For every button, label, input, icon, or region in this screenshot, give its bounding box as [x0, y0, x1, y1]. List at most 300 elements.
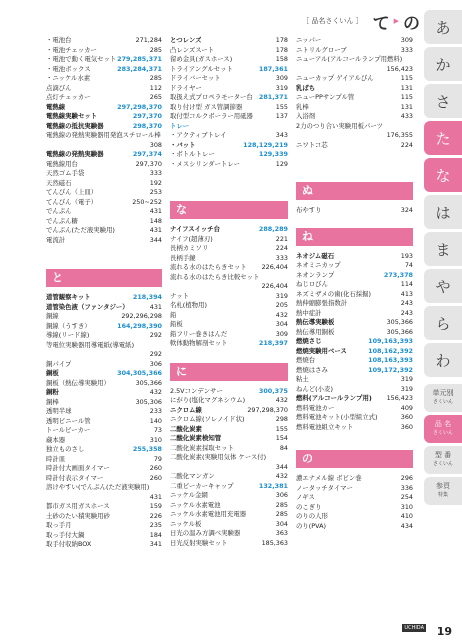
- item-name: 電熱線: [46, 102, 66, 111]
- item-name: ニッパー: [296, 36, 322, 44]
- page-refs: 221: [275, 234, 288, 243]
- index-row: [46, 150, 162, 160]
- page-refs: 205: [275, 301, 288, 309]
- item-name: 濃エナメル線 ボビン巻: [296, 474, 362, 482]
- item-name: 日光の温み方調べ実験器: [170, 529, 241, 537]
- index-row: [296, 413, 413, 423]
- page-refs: 84: [279, 443, 288, 452]
- index-row: [170, 150, 288, 160]
- index-row: [296, 103, 413, 113]
- section-tab-1[interactable]: [424, 415, 462, 443]
- item-name: のり(PVA): [296, 521, 326, 530]
- kana-section-heading: の: [296, 450, 413, 468]
- item-name: 軟体動物解剖セット: [170, 339, 228, 347]
- kana-tab-1[interactable]: か: [424, 47, 462, 81]
- page-refs: 298,370: [132, 121, 162, 130]
- index-row: [170, 131, 288, 141]
- page-refs: 155: [275, 424, 288, 433]
- page-refs: 306: [149, 359, 162, 368]
- page-refs: 154: [275, 434, 288, 442]
- item-name: 点灯チェッカー: [46, 93, 91, 101]
- index-row: [46, 379, 162, 389]
- index-row: [46, 160, 162, 170]
- page-refs: 333: [275, 253, 288, 262]
- index-row: [46, 493, 162, 503]
- item-name: 燃焼さじ: [296, 337, 322, 345]
- item-name: 留め金具(ガスホース): [170, 55, 233, 63]
- index-row: [46, 445, 162, 455]
- index-row: [296, 299, 413, 309]
- index-row: [46, 293, 162, 303]
- page-refs: 288,289: [258, 225, 288, 233]
- page-refs: 74: [404, 261, 413, 269]
- index-row: [46, 236, 162, 246]
- index-row: [46, 436, 162, 446]
- section-tab-subtitle: さくいん: [432, 399, 453, 405]
- item-name: のこぎり: [296, 502, 322, 511]
- page-refs: 305,306: [135, 397, 162, 406]
- page-refs: 431: [149, 302, 162, 311]
- item-name: 2力のつり合い実験用板パーツ: [296, 121, 383, 130]
- item-name: ネオジム磁石: [296, 251, 335, 260]
- page-refs: 109,163,393: [368, 337, 413, 345]
- section-tab-subtitle: さくいん: [432, 461, 453, 467]
- index-row: [296, 290, 413, 300]
- index-row: [46, 226, 162, 236]
- item-name: 燃焼実験用ベース: [296, 346, 347, 355]
- index-row: [170, 93, 288, 103]
- page-refs: 131: [400, 83, 413, 92]
- page-refs: 129: [275, 159, 288, 168]
- item-name: ねんど(小麦): [296, 384, 333, 393]
- page-refs: 73: [153, 426, 162, 434]
- index-row: [46, 369, 162, 379]
- item-name: 取扱え式プロペラモーター台: [170, 93, 253, 101]
- index-row: [46, 217, 162, 227]
- index-row: [170, 520, 288, 530]
- index-row: [296, 404, 413, 414]
- page-refs: 279,285,371: [117, 55, 162, 63]
- item-name: のりの人形: [296, 512, 328, 520]
- index-row: [170, 112, 288, 122]
- item-name: ニューPPサンプル管: [296, 93, 355, 101]
- page-refs: 184: [149, 530, 162, 539]
- item-name: 都市ガス用ガスホース: [46, 502, 110, 510]
- index-row: [46, 512, 162, 522]
- index-row: [170, 301, 288, 311]
- header-kana-end: の: [403, 13, 420, 34]
- page-refs: 432: [149, 388, 162, 396]
- index-row: [46, 322, 162, 332]
- index-row: [296, 385, 413, 395]
- page-refs: 309: [400, 36, 413, 44]
- index-row: [296, 493, 413, 503]
- index-row: [296, 36, 413, 46]
- index-row: [46, 93, 162, 103]
- item-name: 独立ものさし: [46, 445, 85, 453]
- item-name: 銅線（うすき）: [46, 321, 91, 330]
- item-name: 道管観察キット: [46, 293, 91, 301]
- index-row: [296, 280, 413, 290]
- kana-tab-0[interactable]: あ: [424, 10, 462, 44]
- index-row: [296, 484, 413, 494]
- page-refs: 344: [275, 462, 288, 471]
- page-refs: 297,370: [132, 112, 162, 120]
- page-refs: 250~252: [132, 197, 162, 206]
- item-name: でんぷん: [46, 207, 72, 215]
- item-name: ネオンランプ: [296, 270, 335, 279]
- page-refs: 243: [400, 299, 413, 307]
- page-refs: 305,366: [386, 327, 413, 336]
- item-name: 銅パイプ: [46, 359, 72, 368]
- item-name: 燃焼はさみ: [296, 365, 328, 374]
- index-row: [296, 522, 413, 532]
- page-refs: 235: [149, 521, 162, 529]
- section-tab-subtitle: さくいん: [432, 430, 453, 436]
- index-row: [46, 407, 162, 417]
- index-row: [296, 337, 413, 347]
- page-refs: 432: [275, 396, 288, 404]
- item-name: ノギス: [296, 493, 315, 501]
- item-name: 電熱線実験セット: [46, 112, 98, 120]
- index-row: [170, 396, 288, 406]
- item-name: 時計付表示タイマー: [46, 473, 104, 482]
- item-name: 二酸化炭素(実験用気体 ケース付): [170, 453, 267, 461]
- page-refs: 158: [275, 55, 288, 63]
- item-name: 日光反射実験セット: [170, 538, 228, 547]
- index-row: [296, 141, 413, 151]
- page-refs: 140: [149, 416, 162, 425]
- item-name: 二酸化マンガン: [170, 472, 215, 480]
- page-refs: 283,284,371: [117, 64, 162, 73]
- index-row: [170, 425, 288, 435]
- page-refs: 300,375: [258, 386, 288, 395]
- index-row: [46, 169, 162, 179]
- item-name: 透明ビニール管: [46, 416, 91, 425]
- page-refs: 218,397: [258, 339, 288, 347]
- section-tab-2[interactable]: [424, 446, 462, 474]
- page-refs: 129,339: [258, 150, 288, 158]
- item-name: 鉛フリー巻きはんだ: [170, 329, 228, 338]
- item-name: 凸レンズスート: [170, 45, 215, 54]
- page-refs: 319: [400, 375, 413, 383]
- section-tab-3[interactable]: [424, 477, 462, 505]
- index-row: [170, 434, 288, 444]
- index-row: [170, 482, 288, 492]
- item-name: 燃料(アルコールランプ用): [296, 394, 372, 402]
- index-row: [46, 341, 162, 351]
- item-name: 取手付収納BOX: [46, 540, 92, 548]
- index-row: [46, 103, 162, 113]
- page-refs: 333: [400, 45, 413, 54]
- page-refs: 114: [400, 280, 413, 288]
- section-tab-0[interactable]: [424, 384, 462, 412]
- kana-tab-2[interactable]: さ: [424, 84, 462, 118]
- item-name: 蔵本器: [46, 435, 66, 444]
- item-name: 熱中症計: [296, 308, 322, 317]
- index-row: [46, 464, 162, 474]
- item-name: 取っ手付大鍋: [46, 530, 85, 539]
- item-name: ニワトコ芯: [296, 140, 328, 149]
- page-refs: 432: [275, 472, 288, 480]
- page-refs: 271,284: [135, 36, 162, 44]
- index-row: [296, 252, 413, 262]
- page-refs: 112: [149, 83, 162, 92]
- index-row: [296, 55, 413, 65]
- index-row: [296, 74, 413, 84]
- page-refs: 308: [149, 140, 162, 149]
- index-row: [296, 122, 413, 132]
- index-row: [170, 330, 288, 340]
- kana-tab-7[interactable]: や: [424, 269, 462, 303]
- kana-tab-3[interactable]: た: [424, 121, 462, 155]
- index-row: [170, 282, 288, 292]
- kana-section-heading: な: [170, 201, 288, 219]
- item-name: ・アクティブトレイ: [170, 131, 227, 139]
- index-row: [170, 472, 288, 482]
- kana-tab-4[interactable]: な: [424, 158, 462, 192]
- index-row: [170, 46, 288, 56]
- index-row: [296, 46, 413, 56]
- page-refs: 137: [275, 112, 288, 120]
- index-row: [170, 320, 288, 330]
- index-row: [170, 225, 288, 235]
- item-name: 鉛板: [170, 320, 183, 328]
- index-column-1: [46, 36, 162, 550]
- index-row: [296, 112, 413, 122]
- index-row: [296, 503, 413, 513]
- page-refs: 341: [149, 540, 162, 548]
- page-refs: 292,296,298: [121, 312, 162, 320]
- item-name: ニューカップ ゲイアルびん: [296, 74, 374, 82]
- index-row: [46, 426, 162, 436]
- index-row: [170, 235, 288, 245]
- page-refs: 336: [400, 483, 413, 492]
- page-refs: 273,378: [383, 270, 413, 279]
- index-row: [296, 394, 413, 404]
- item-name: にがり(塩化マグネシウム): [170, 396, 246, 404]
- item-name: 流れる水のはたらきセット: [170, 263, 247, 271]
- item-name: 取り付け型 ガス管調節器: [170, 102, 243, 111]
- index-row: [170, 141, 288, 151]
- page-refs: 333: [149, 169, 162, 177]
- page-refs: 255,358: [132, 445, 162, 453]
- item-name: 銅線: [46, 312, 59, 320]
- index-row: [170, 160, 288, 170]
- item-name: トライアングルセット: [170, 64, 233, 73]
- page-refs: 297,298,370: [117, 102, 162, 111]
- index-row: [170, 406, 288, 416]
- page-refs: 281,371: [258, 93, 288, 101]
- page-refs: 285: [275, 500, 288, 509]
- index-row: [170, 273, 288, 283]
- item-name: 燃料電池キット(小型組立式): [296, 413, 378, 421]
- page-refs: 324: [400, 206, 413, 214]
- page-refs: 292: [149, 331, 162, 339]
- index-row: [296, 328, 413, 338]
- page-refs: 148: [149, 216, 162, 225]
- index-row: [170, 463, 288, 473]
- item-name: 乳棒: [296, 102, 309, 111]
- index-row: [296, 318, 413, 328]
- index-row: [170, 444, 288, 454]
- index-row: [46, 36, 162, 46]
- index-row: [46, 455, 162, 465]
- section-tab-title: 単元別: [432, 389, 454, 397]
- kana-tab-6[interactable]: ま: [424, 232, 462, 266]
- item-name: ・電池台: [46, 36, 72, 44]
- index-row: [296, 93, 413, 103]
- item-name: ニクロム線(ソレノイド状): [170, 415, 245, 423]
- item-name: 熱伝導実験板: [296, 318, 335, 326]
- page-refs: 224: [275, 244, 288, 252]
- index-row: [170, 501, 288, 511]
- item-name: 熱伝導用銅板: [296, 327, 335, 336]
- item-name: 時計付大画面タイマー: [46, 464, 110, 472]
- index-row: [46, 207, 162, 217]
- item-name: ニッケル水素電池用充電器: [170, 510, 247, 518]
- page-refs: 319: [275, 291, 288, 300]
- item-name: 銅板: [46, 369, 59, 377]
- page-refs: 304: [275, 320, 288, 328]
- item-name: 二酸化炭素検知管: [170, 434, 222, 442]
- item-name: でんぷん糖: [46, 216, 78, 225]
- page-refs: 319: [275, 83, 288, 92]
- index-row: [46, 417, 162, 427]
- index-row: [46, 141, 162, 151]
- index-row: [170, 122, 288, 132]
- page-refs: 410: [400, 512, 413, 520]
- index-row: [170, 84, 288, 94]
- page-refs: 156,423: [386, 64, 413, 73]
- index-row: [296, 261, 413, 271]
- page-refs: 224: [400, 140, 413, 149]
- kana-tab-5[interactable]: は: [424, 195, 462, 229]
- item-name: とつレンズ: [170, 36, 202, 44]
- item-name: てんびん（電子）: [46, 197, 98, 206]
- arrow-right-icon: ▶: [393, 17, 399, 25]
- page-refs: 131: [400, 102, 413, 111]
- page-refs: 108,162,392: [368, 346, 413, 355]
- kana-section-heading: に: [170, 363, 288, 381]
- page-refs: 297,370: [135, 159, 162, 168]
- page-refs: 434: [400, 521, 413, 530]
- kana-section-heading: ね: [296, 228, 413, 246]
- index-row: [46, 398, 162, 408]
- page-header: [292, 8, 420, 34]
- page-refs: 409: [400, 403, 413, 412]
- index-row: [170, 387, 288, 397]
- item-name: 電熱線の抵抗実験器: [46, 121, 104, 130]
- item-name: 長柄カミソリ: [170, 244, 209, 252]
- page-refs: 298: [275, 415, 288, 423]
- index-row: [46, 84, 162, 94]
- item-name: 布やすり: [296, 206, 322, 214]
- page-refs: 260: [149, 464, 162, 472]
- page-refs: 343: [275, 131, 288, 139]
- page-refs: 432: [275, 310, 288, 319]
- index-row: [170, 65, 288, 75]
- item-name: 銅粉: [46, 388, 59, 396]
- item-name: ・ニッケル水素: [46, 74, 91, 82]
- page-refs: 109,172,392: [368, 365, 413, 374]
- page-refs: 431: [149, 207, 162, 215]
- item-name: トレー: [170, 121, 190, 130]
- item-name: 鉛: [170, 310, 177, 319]
- page-refs: 115: [400, 74, 413, 82]
- item-name: ・電池ボックス: [46, 64, 91, 73]
- item-name: 燃焼台: [296, 356, 316, 364]
- page-refs: 363: [275, 529, 288, 537]
- page-number: 19: [436, 625, 452, 638]
- index-row: [46, 312, 162, 322]
- item-name: 二重ビーカーキャップ: [170, 481, 234, 490]
- index-row: [170, 529, 288, 539]
- index-row: [46, 474, 162, 484]
- index-row: [296, 512, 413, 522]
- item-name: 流れる水のはたらき比較セット: [170, 272, 260, 281]
- kana-tab-9[interactable]: わ: [424, 343, 462, 377]
- index-row: [296, 309, 413, 319]
- index-column-2: [170, 36, 288, 548]
- page-refs: 243: [400, 308, 413, 317]
- index-row: [170, 55, 288, 65]
- section-tab-title: 品 名: [434, 420, 452, 428]
- item-name: 天然ゴム手袋: [46, 169, 85, 177]
- item-name: 入浴剤: [296, 112, 316, 120]
- item-name: 電熱線用台: [46, 159, 78, 168]
- kana-section-heading: ぬ: [296, 182, 413, 200]
- item-name: ニッケル水素電池: [170, 500, 221, 509]
- page-refs: 79: [153, 454, 162, 463]
- index-row: [46, 198, 162, 208]
- index-row: [46, 112, 162, 122]
- item-name: ニッケル板: [170, 519, 202, 528]
- page-refs: 433: [400, 112, 413, 120]
- item-name: 二酸化炭素採取セット: [170, 443, 234, 452]
- index-row: [170, 244, 288, 254]
- item-name: ナット: [170, 291, 190, 300]
- page-refs: 306: [275, 491, 288, 499]
- header-kana-start: て: [372, 13, 390, 34]
- page-refs: 226,404: [261, 263, 288, 271]
- page-refs: 305,366: [386, 318, 413, 326]
- item-name: ナイフ(超薄刃): [170, 234, 213, 243]
- page-refs: 254: [400, 493, 413, 501]
- kana-tab-8[interactable]: ら: [424, 306, 462, 340]
- page-refs: 304,305,366: [117, 369, 162, 377]
- index-row: [170, 339, 288, 349]
- item-name: ・電池チェッカー: [46, 45, 97, 54]
- page-refs: 260: [149, 473, 162, 482]
- index-row: [46, 74, 162, 84]
- index-row: [296, 423, 413, 433]
- page-refs: 305,366: [135, 378, 162, 387]
- index-row: [170, 292, 288, 302]
- item-name: 2.5Vコンデンサー: [170, 386, 223, 395]
- index-row: [170, 74, 288, 84]
- page-refs: 310: [149, 435, 162, 444]
- item-name: 天然磁石: [46, 178, 72, 187]
- page-refs: 285: [149, 45, 162, 54]
- index-row: [46, 360, 162, 370]
- page-refs: 297,374: [132, 150, 162, 158]
- item-name: 長柄手鏡: [170, 253, 196, 262]
- index-row: [170, 36, 288, 46]
- index-row: [296, 131, 413, 141]
- page-refs: 187,361: [258, 64, 288, 73]
- page-refs: 192: [149, 178, 162, 187]
